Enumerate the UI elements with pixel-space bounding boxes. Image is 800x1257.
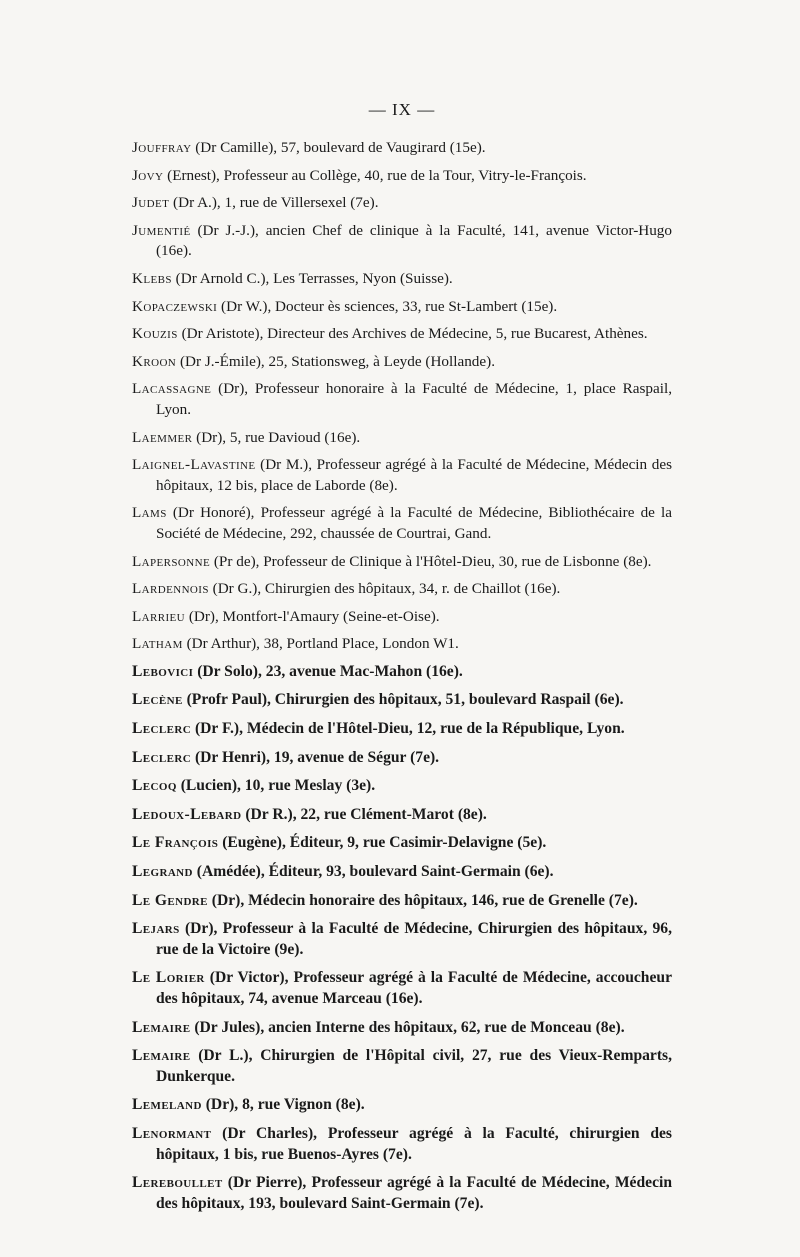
list-item: [132, 552, 672, 573]
entry-surname: Lecoq: [132, 777, 177, 795]
entry-surname: Kopaczewski: [132, 297, 218, 315]
entry-details: (Dr), Professeur à la Faculté de Médecine, Chirurgien des hôpitaux, 96, rue de la Victoire (9e).: [156, 920, 672, 958]
list-item: [132, 1095, 672, 1116]
list-item: [132, 634, 672, 655]
list-item: [132, 690, 672, 711]
entry-surname: Leclerc: [132, 748, 192, 766]
entry-surname: Le François: [132, 834, 219, 852]
entry-details: (Dr J.-J.), ancien Chef de clinique à la Faculté, 141, avenue Victor-Hugo (16e).: [156, 221, 672, 260]
entry-details: (Dr L.), Chirurgien de l'Hôpital civil, 27, rue des Vieux-Remparts, Dunkerque.: [156, 1047, 672, 1085]
entry-surname: Lereboullet: [132, 1174, 223, 1192]
list-item: [132, 607, 672, 628]
entry-surname: Jouffray: [132, 139, 192, 156]
list-item: [132, 269, 672, 290]
entry-details: (Dr Arnold C.), Les Terrasses, Nyon (Suisse).: [175, 269, 453, 287]
entry-surname: Legrand: [132, 863, 193, 881]
entry-surname: Laignel-Lavastine: [132, 456, 256, 474]
list-item: [132, 833, 672, 854]
list-item: [132, 428, 672, 449]
list-item: [132, 503, 672, 544]
entry-details: (Eugène), Éditeur, 9, rue Casimir-Delavigne (5e).: [222, 834, 547, 852]
entry-surname: Lardennois: [132, 580, 209, 598]
entry-details: (Dr Charles), Professeur agrégé à la Faculté, chirurgien des hôpitaux, 1 bis, rue Buenos-Ayres (7e).: [156, 1124, 672, 1163]
entry-surname: Jumentié: [132, 221, 191, 239]
entry-details: (Dr Camille), 57, boulevard de Vaugirard (15e).: [195, 139, 486, 156]
entry-details: (Dr Aristote), Directeur des Archives de Médecine, 5, rue Bucarest, Athènes.: [181, 325, 648, 343]
entry-details: (Dr G.), Chirurgien des hôpitaux, 34, r. de Chaillot (16e).: [212, 580, 561, 598]
entry-details: (Dr J.-Émile), 25, Stationsweg, à Leyde (Hollande).: [179, 352, 495, 370]
entry-details: (Dr Victor), Professeur agrégé à la Faculté de Médecine, accoucheur des hôpitaux, 74, avenue Marceau (16e).: [156, 969, 672, 1007]
list-item: [132, 1173, 672, 1214]
list-item: [132, 748, 672, 769]
list-item: [132, 455, 672, 496]
page-number: — IX —: [368, 100, 436, 119]
entry-surname: Lacassagne: [132, 380, 212, 398]
member-list: [132, 138, 672, 1214]
entry-surname: Ledoux-Lebard: [132, 805, 242, 823]
entry-surname: Lemaire: [132, 1047, 191, 1065]
list-item: [132, 662, 672, 683]
entry-details: (Lucien), 10, rue Meslay (3e).: [180, 777, 376, 795]
entry-details: (Dr), Professeur honoraire à la Faculté de Médecine, 1, place Raspail, Lyon.: [156, 380, 672, 418]
list-item: [132, 193, 672, 214]
list-item: [132, 579, 672, 600]
entry-surname: Lebovici: [132, 662, 194, 680]
entry-surname: Laemmer: [132, 428, 193, 446]
entry-details: (Dr Henri), 19, avenue de Ségur (7e).: [194, 748, 440, 766]
list-item: [132, 862, 672, 883]
entry-details: (Dr Solo), 23, avenue Mac-Mahon (16e).: [197, 662, 463, 680]
entry-surname: Klebs: [132, 269, 172, 287]
list-item: [132, 324, 672, 345]
list-item: [132, 379, 672, 420]
entry-details: (Dr Arthur), 38, Portland Place, London W1.: [186, 635, 459, 653]
entry-surname: Lams: [132, 504, 167, 522]
entry-details: (Dr R.), 22, rue Clément-Marot (8e).: [245, 805, 487, 823]
entry-details: (Amédée), Éditeur, 93, boulevard Saint-Germain (6e).: [196, 863, 554, 881]
entry-details: (Pr de), Professeur de Clinique à l'Hôtel-Dieu, 30, rue de Lisbonne (8e).: [213, 552, 652, 570]
list-item: [132, 1124, 672, 1165]
entry-details: (Dr W.), Docteur ès sciences, 33, rue St-Lambert (15e).: [221, 297, 558, 315]
list-item: [132, 297, 672, 318]
list-item: [132, 166, 672, 187]
list-item: [132, 891, 672, 912]
entry-surname: Lenormant: [132, 1124, 212, 1142]
entry-surname: Kouzis: [132, 325, 178, 343]
entry-surname: Larrieu: [132, 607, 186, 625]
list-item: [132, 919, 672, 960]
entry-details: (Ernest), Professeur au Collège, 40, rue de la Tour, Vitry-le-François.: [167, 166, 587, 184]
entry-surname: Kroon: [132, 352, 177, 370]
entry-details: (Dr M.), Professeur agrégé à la Faculté de Médecine, Médecin des hôpitaux, 12 bis, place de Laborde (8e).: [156, 456, 672, 494]
list-item: [132, 968, 672, 1009]
list-item: [132, 1018, 672, 1039]
list-item: [132, 805, 672, 826]
entry-surname: Lemaire: [132, 1018, 191, 1036]
entry-surname: Le Lorier: [132, 969, 205, 987]
entry-details: (Dr), 8, rue Vignon (8e).: [205, 1096, 365, 1114]
entry-details: (Dr), 5, rue Davioud (16e).: [196, 428, 361, 446]
entry-surname: Judet: [132, 194, 170, 212]
entry-details: (Dr), Montfort-l'Amaury (Seine-et-Oise).: [188, 607, 440, 625]
entry-details: (Profr Paul), Chirurgien des hôpitaux, 51, boulevard Raspail (6e).: [186, 691, 624, 709]
entry-surname: Latham: [132, 635, 183, 653]
entry-details: (Dr), Médecin honoraire des hôpitaux, 146, rue de Grenelle (7e).: [211, 891, 638, 909]
entry-details: (Dr Honoré), Professeur agrégé à la Faculté de Médecine, Bibliothécaire de la Société de Médecine, 292, chaussée de Courtrai, Gand.: [156, 504, 672, 542]
entry-details: (Dr Pierre), Professeur agrégé à la Faculté de Médecine, Médecin des hôpitaux, 193, boulevard Saint-Germain (7e).: [156, 1174, 672, 1212]
entry-surname: Lemeland: [132, 1096, 202, 1114]
entry-surname: Lecène: [132, 691, 183, 709]
list-item: [132, 221, 672, 262]
list-item: [132, 719, 672, 740]
entry-details: (Dr F.), Médecin de l'Hôtel-Dieu, 12, rue de la République, Lyon.: [194, 720, 625, 738]
list-item: [132, 1046, 672, 1087]
entry-surname: Leclerc: [132, 720, 192, 738]
entry-details: (Dr A.), 1, rue de Villersexel (7e).: [173, 194, 379, 212]
entry-surname: Le Gendre: [132, 891, 208, 909]
entry-surname: Lapersonne: [132, 552, 211, 570]
list-item: [132, 352, 672, 373]
list-item: [132, 138, 672, 159]
entry-details: (Dr Jules), ancien Interne des hôpitaux, 62, rue de Monceau (8e).: [194, 1018, 625, 1036]
entry-surname: Lejars: [132, 920, 180, 938]
entry-surname: Jovy: [132, 166, 164, 184]
list-item: [132, 776, 672, 797]
